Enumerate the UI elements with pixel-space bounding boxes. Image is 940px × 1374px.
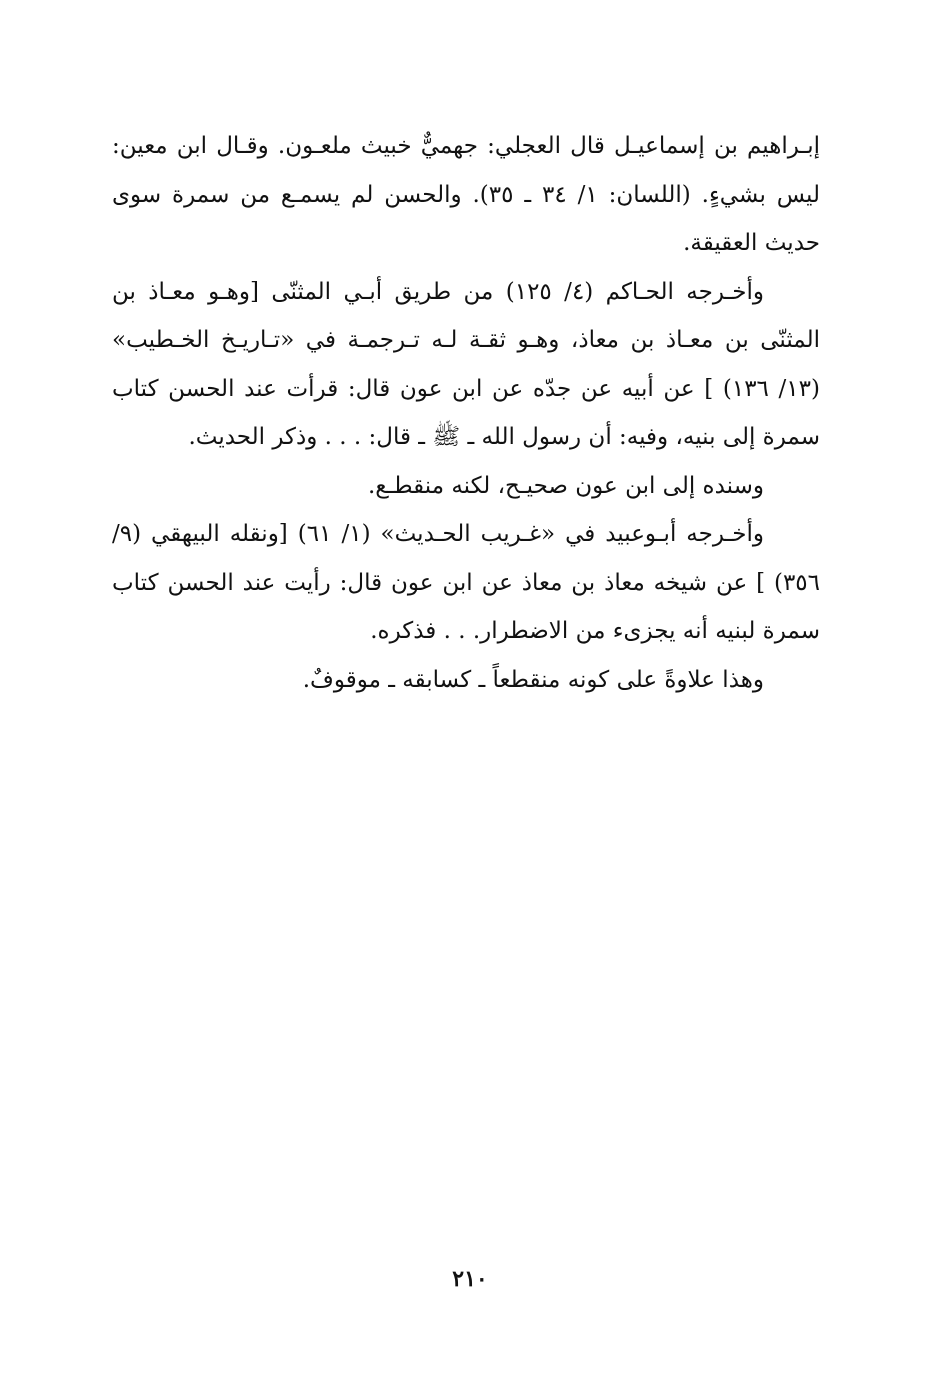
- paragraph-4: وأخـرجه أبـوعبيد في «غـريب الحـديث» (١/ ٦١) [ونقله البيهقي (٩/ ٣٥٦) ] عن شيخه معاذ بن معاذ عن ابن عون قال: رأيت عند الحسن كتاب سمرة لبنيه أنه يجزىء من الاضطرار. . . فذكره.: [112, 521, 820, 644]
- body-text: [112, 122, 820, 704]
- paragraph-1: إبـراهيم بن إسماعيـل قال العجلي: جهميٌّ خبيث ملعـون. وقـال ابن معين: ليس بشيءٍ. (اللسان: ١/ ٣٤ ـ ٣٥). والحسن لم يسمـع من سمرة سوى حديث العقيقة.: [112, 133, 821, 256]
- paragraph-2: وأخـرجه الحـاكم (٤/ ١٢٥) من طريق أبـي المثنّى [وهـو معـاذ بن المثنّى بن معـاذ بن معاذ، وهـو ثقـة لـه تـرجمـة في «تـاريـخ الخـطيب» (١٣/ ١٣٦) ] عن أبيه عن جدّه عن ابن عون قال: قرأت عند الحسن كتاب سمرة إلى بنيه، وفيه: أن رسول الله ـ ﷺ ـ قال: . . . وذكر الحديث.: [112, 278, 820, 450]
- paragraph-5: وهذا علاوةً على كونه منقطعاً ـ كسابقه ـ موقوفٌ.: [302, 666, 764, 693]
- page-number: ٢١٠: [452, 1266, 488, 1292]
- paragraph-3: وسنده إلى ابن عون صحيـح، لكنه منقطـع.: [367, 472, 764, 499]
